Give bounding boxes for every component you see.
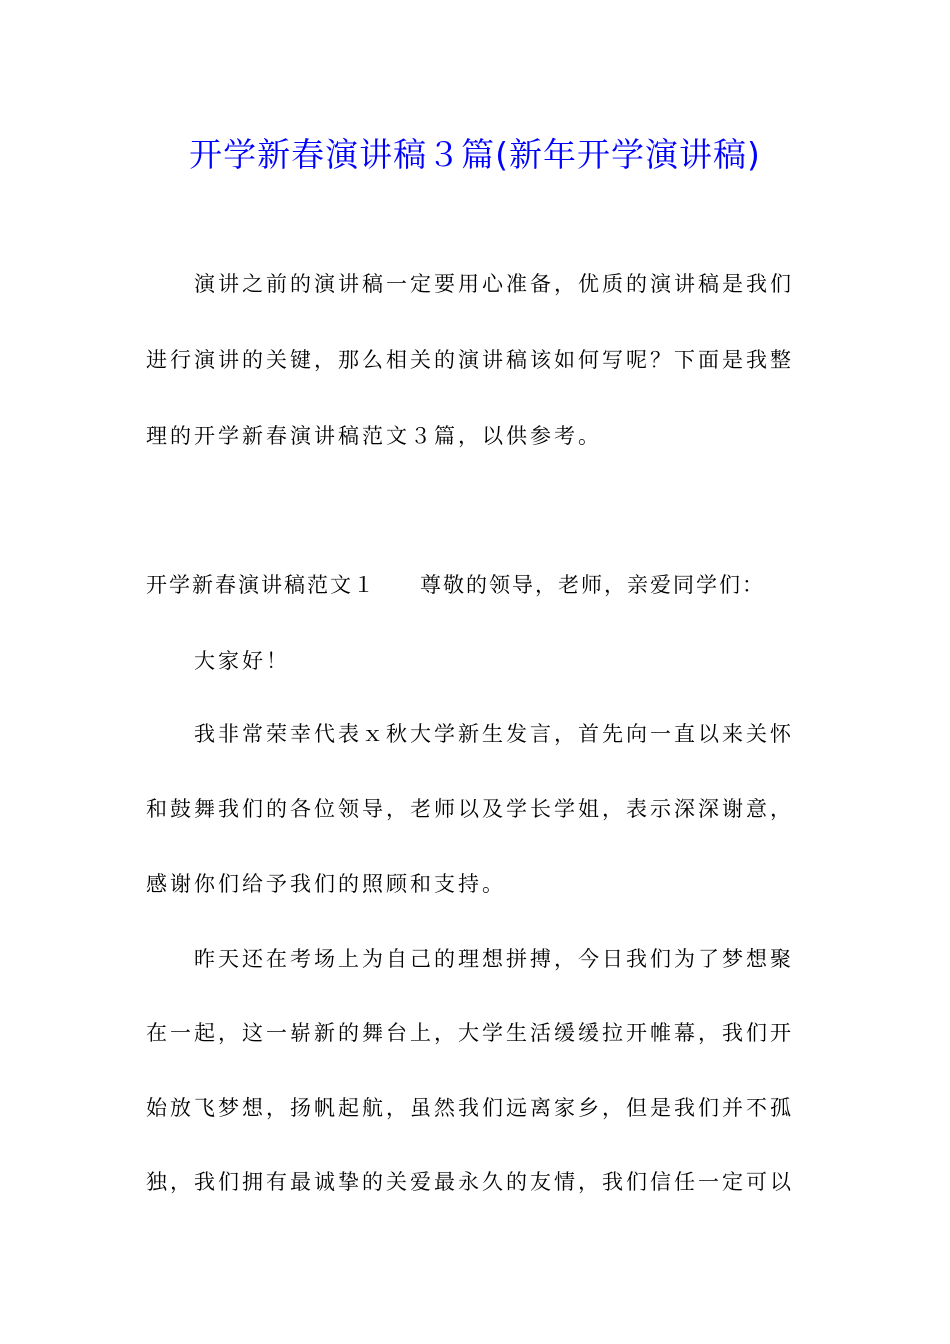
paragraph-line: 我非常荣幸代表ｘ秋大学新生发言，首先向一直以来关怀 bbox=[194, 722, 794, 746]
salutation: 尊敬的领导，老师，亲爱同学们： bbox=[420, 573, 765, 597]
paragraph-line: 和鼓舞我们的各位领导，老师以及学长学姐，表示深深谢意， bbox=[146, 797, 794, 821]
paragraph-line: 独，我们拥有最诚挚的关爱最永久的友情，我们信任一定可以 bbox=[146, 1170, 794, 1194]
paragraph-line: 始放飞梦想，扬帆起航，虽然我们远离家乡，但是我们并不孤 bbox=[146, 1096, 794, 1120]
document-title: 开学新春演讲稿３篇(新年开学演讲稿) bbox=[189, 135, 761, 174]
intro-line: 进行演讲的关键，那么相关的演讲稿该如何写呢？下面是我整 bbox=[146, 348, 794, 372]
section-heading-row bbox=[146, 570, 816, 600]
paragraph-line: 感谢你们给予我们的照顾和支持。 bbox=[146, 872, 506, 896]
paragraph-line: 昨天还在考场上为自己的理想拼搏，今日我们为了梦想聚 bbox=[194, 947, 794, 971]
intro-line: 演讲之前的演讲稿一定要用心准备，优质的演讲稿是我们 bbox=[194, 272, 794, 296]
section-heading: 开学新春演讲稿范文１ bbox=[146, 573, 376, 597]
intro-line: 理的开学新春演讲稿范文３篇，以供参考。 bbox=[146, 424, 602, 448]
paragraph-line: 在一起，这一崭新的舞台上，大学生活缓缓拉开帷幕，我们开 bbox=[146, 1021, 794, 1045]
greeting: 大家好！ bbox=[194, 649, 290, 673]
